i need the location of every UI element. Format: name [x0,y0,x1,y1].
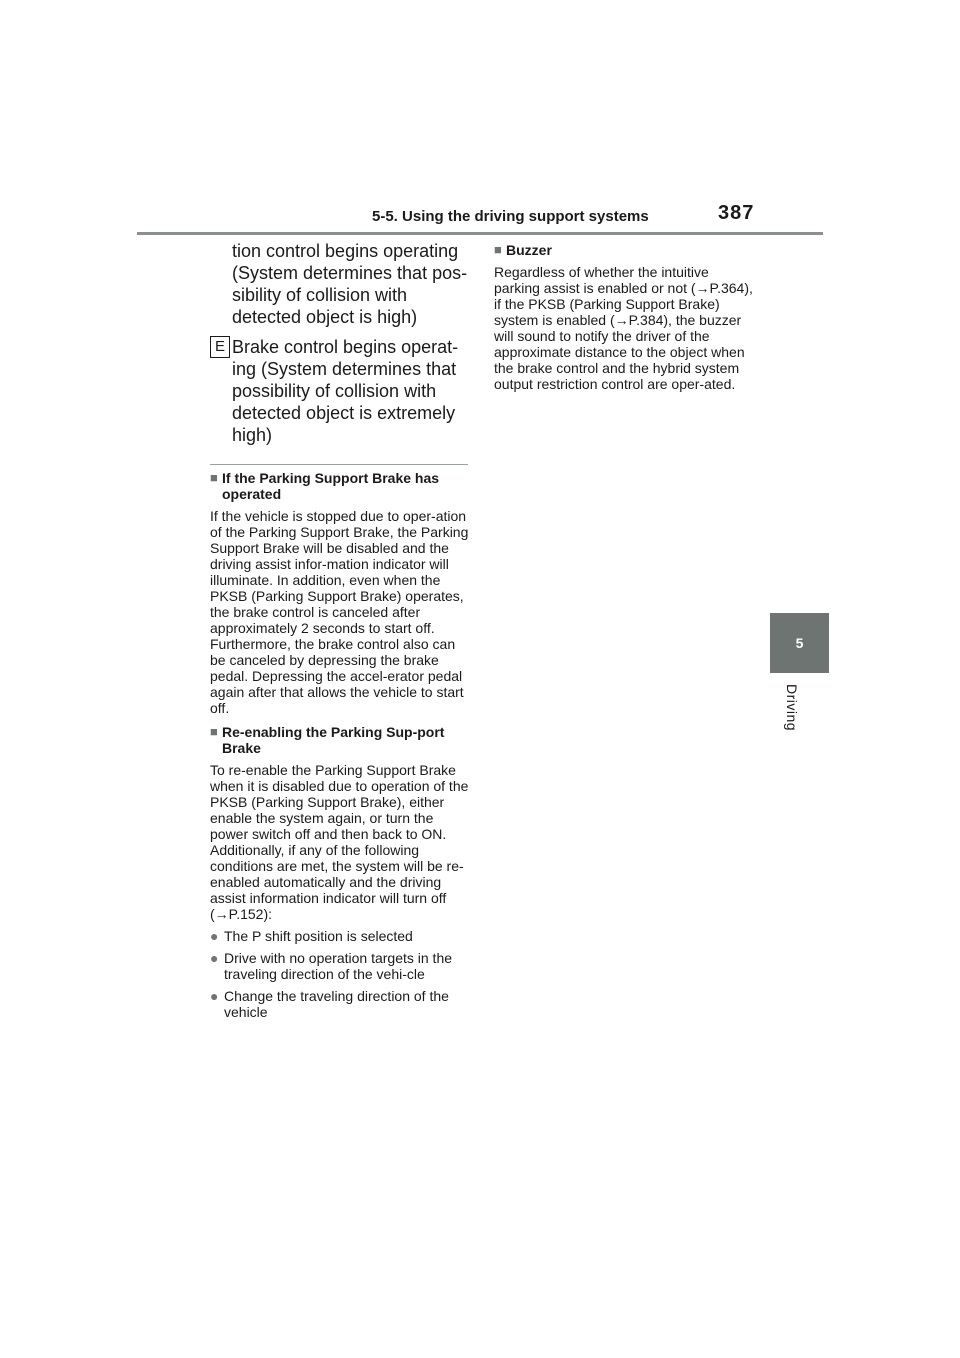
square-bullet-icon: ■ [494,242,502,257]
section-divider [210,464,468,465]
circle-bullet-icon: ● [210,988,219,1004]
square-bullet-icon: ■ [210,724,218,739]
body-support-brake-operated: If the vehicle is stopped due to oper-ation of the Parking Support Brake, the Parking Support Brake will be disabled and the driving assist infor-mation indicator will illuminate. In addition, even when the PKSB (Parking Support Brake) operates, the brake control is canceled after approximately 2 seconds to start off. Furthermore, the brake control also can be canceled by depressing the brake pedal. Depressing the accel-erator pedal again after that allows the vehicle to start off. [210,508,469,716]
list-item [210,928,470,944]
list-item-e [210,336,470,446]
page-header [0,0,960,240]
circle-bullet-icon: ● [210,928,219,944]
heading-text: If the Parking Support Brake has operated [222,470,440,502]
heading-re-enabling [210,724,470,756]
right-column [494,242,754,392]
page-number: 387 [718,202,755,224]
bullet-text: Change the traveling direction of the vehicle [224,988,449,1020]
chapter-number: 5 [795,635,804,651]
list-item [210,950,470,982]
list-item [210,988,470,1020]
bullet-text: Drive with no operation targets in the traveling direction of the vehi-cle [224,950,453,982]
item-marker-e: E [210,336,230,358]
left-column [210,240,470,1020]
heading-buzzer [494,242,754,258]
continued-paragraph: tion control begins operating (System determines that pos-sibility of collision with detected object is high) [232,241,468,327]
heading-text: Re-enabling the Parking Sup-port Brake [222,724,445,756]
circle-bullet-icon: ● [210,950,219,966]
chapter-tab[interactable] [770,613,829,673]
body-buzzer: Regardless of whether the intuitive parking assist is enabled or not (→P.364), if the PKSB (Parking Support Brake) system is enabled (→P.384), the buzzer will sound to notify the driver of the approximate distance to the object when the brake control and the hybrid system output restriction control are oper-ated. [494,264,753,392]
section-title: 5-5. Using the driving support systems [372,208,649,225]
chapter-label: Driving [784,684,800,732]
header-rule [137,232,823,235]
heading-text: Buzzer [506,242,552,258]
body-re-enabling: To re-enable the Parking Support Brake when it is disabled due to operation of the PKSB (Parking Support Brake), either enable the system again, or turn the power switch off and then back to ON. Additionally, if any of the following conditions are met, the system will be re-enabled automatically and the driving assist information indicator will turn off (→P.152): [210,762,469,922]
heading-support-brake-operated [210,470,470,502]
bullet-text: The P shift position is selected [224,928,413,944]
square-bullet-icon: ■ [210,470,218,485]
item-text-e: Brake control begins operat-ing (System determines that possibility of collision with detected object is extremely high) [232,337,459,445]
